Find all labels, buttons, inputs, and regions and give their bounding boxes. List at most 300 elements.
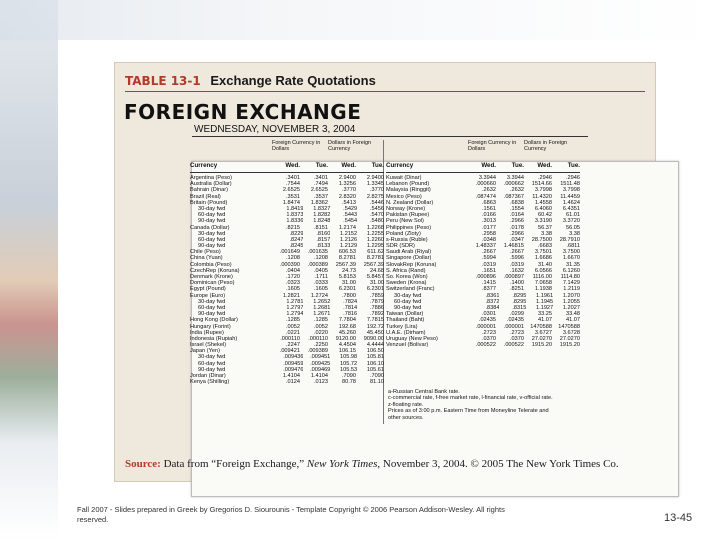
currency-name: 60-day fwd bbox=[394, 298, 422, 305]
rate-value: 106.50 bbox=[366, 348, 384, 355]
currency-name: Bahrain (Dinar) bbox=[190, 187, 228, 194]
rate-value: .001635 bbox=[307, 249, 328, 256]
currency-name: So. Korea (Won) bbox=[386, 274, 428, 280]
currency-name: Mexico (Peso) bbox=[386, 193, 422, 200]
rate-value: 2567.39 bbox=[335, 261, 356, 268]
rate-value: .8245 bbox=[289, 243, 304, 250]
rate-value: 1.2126 bbox=[340, 236, 358, 243]
rate-value: 9090.00 bbox=[363, 335, 384, 342]
rate-value: 8.2781 bbox=[338, 255, 356, 262]
rate-value: 1.8373 bbox=[286, 212, 304, 219]
rate-value: .8160 bbox=[316, 230, 331, 237]
rate-value: .8295 bbox=[512, 292, 527, 299]
rate-value: .1605 bbox=[314, 286, 328, 293]
column-group-header bbox=[190, 140, 384, 162]
rate-value: 45.260 bbox=[338, 329, 356, 336]
rate-value: .6863 bbox=[482, 199, 496, 206]
rate-value: 6.4351 bbox=[562, 205, 580, 212]
rate-value: .6683 bbox=[538, 243, 552, 250]
rate-value: .0123 bbox=[314, 379, 328, 386]
clipping-footnotes bbox=[388, 389, 586, 421]
rate-value: .0323 bbox=[286, 280, 300, 287]
currency-name: Indonesia (Rupiah) bbox=[190, 335, 238, 342]
rate-value: .009425 bbox=[310, 360, 331, 367]
rate-value: 1.4558 bbox=[534, 199, 552, 206]
source-text: Data from “Foreign Exchange,” bbox=[163, 458, 305, 470]
rate-value: .8215 bbox=[286, 224, 300, 231]
rate-value: 6.1260 bbox=[562, 267, 580, 274]
rate-value: .8133 bbox=[316, 243, 331, 250]
rate-value: 7.1429 bbox=[562, 280, 580, 287]
rate-value: 81.10 bbox=[370, 379, 384, 386]
rate-value: .7824 bbox=[343, 298, 358, 305]
rate-value: 1116.00 bbox=[532, 274, 552, 280]
rate-value: 2.8320 bbox=[338, 193, 356, 200]
rate-value: .5480 bbox=[370, 218, 384, 225]
rate-value: .1208 bbox=[314, 255, 328, 262]
header-wed: Wed. bbox=[285, 162, 300, 169]
rate-value: 28.7910 bbox=[559, 236, 580, 243]
rate-value: 1.3256 bbox=[338, 181, 356, 188]
rate-value: 1.2268 bbox=[366, 224, 384, 231]
page-number: 13-45 bbox=[664, 512, 693, 524]
currency-name: Hungary (Forint) bbox=[190, 323, 231, 330]
rate-value: .0221 bbox=[286, 329, 300, 336]
currency-name: 30-day fwd bbox=[198, 205, 226, 212]
rate-value: 3.3944 bbox=[506, 175, 524, 181]
rate-value: .5446 bbox=[370, 199, 384, 206]
rate-value: 1.6686 bbox=[534, 255, 552, 262]
rate-value: .009476 bbox=[283, 366, 304, 373]
rate-value: 5.8457 bbox=[366, 274, 384, 280]
rate-value: .009389 bbox=[307, 348, 328, 355]
rate-value: .1415 bbox=[482, 280, 496, 287]
rate-value: 33.48 bbox=[566, 311, 580, 318]
currency-name: Taiwan (Dollar) bbox=[386, 311, 424, 318]
rate-value: 9120.00 bbox=[335, 335, 356, 342]
rates-rows-right bbox=[386, 175, 580, 348]
rate-value: 2567.39 bbox=[363, 261, 384, 268]
currency-name: India (Rupee) bbox=[190, 329, 224, 336]
currency-name: China (Yuan) bbox=[190, 255, 223, 262]
group-header-foreign-in-dollars: Foreign Currency in Dollars bbox=[272, 140, 321, 152]
rate-value: .02435 bbox=[478, 317, 496, 324]
source-label: Source: bbox=[125, 458, 161, 470]
rate-value: 1.6670 bbox=[562, 255, 580, 262]
rate-value: .6811 bbox=[566, 243, 580, 250]
currency-name: 90-day fwd bbox=[198, 311, 226, 318]
source-rest: November 3, 2004. © 2005 The New York Times Co. bbox=[382, 458, 619, 470]
rate-value: 24.73 bbox=[342, 267, 356, 274]
rate-value: 31.00 bbox=[370, 280, 384, 287]
rate-value: .000522 bbox=[503, 342, 524, 349]
footnote-line: z-floating rate. bbox=[388, 401, 424, 408]
rate-value: .0177 bbox=[482, 224, 496, 231]
table-header bbox=[125, 73, 376, 88]
rate-value: .0347 bbox=[510, 236, 524, 243]
currency-name: Turkey (Lira) bbox=[386, 323, 418, 330]
rate-value: 1.2681 bbox=[313, 304, 331, 311]
currency-name: Australia (Dollar) bbox=[190, 181, 232, 188]
rate-value: 3.7501 bbox=[534, 249, 552, 256]
rate-value: 2.6525 bbox=[310, 187, 328, 194]
rate-value: 106.10 bbox=[366, 360, 384, 367]
rate-value: 1.1927 bbox=[536, 304, 554, 311]
currency-name: Denmark (Krone) bbox=[190, 274, 233, 280]
rate-value: 1.2260 bbox=[366, 236, 384, 243]
currency-name: Uruguay (New Peso) bbox=[386, 335, 438, 342]
currency-name: Pakistan (Rupee) bbox=[386, 212, 430, 219]
rate-value: 192.68 bbox=[338, 323, 356, 330]
rate-value: 1.2821 bbox=[282, 292, 300, 299]
rate-value: .000662 bbox=[503, 181, 524, 188]
currency-name: Europe (Euro) bbox=[190, 292, 226, 299]
group-header-dollars-in-foreign: Dollars in Foreign Currency bbox=[328, 140, 372, 152]
rate-value: .1711 bbox=[314, 274, 328, 280]
rate-value: 1.2055 bbox=[562, 298, 580, 305]
rate-value: 1915.20 bbox=[559, 342, 580, 349]
rate-value: 1.2781 bbox=[286, 298, 304, 305]
rate-value: 105.53 bbox=[340, 366, 358, 373]
rate-value: .5996 bbox=[510, 255, 524, 262]
rate-value: .1561 bbox=[482, 205, 496, 212]
rate-value: .3013 bbox=[482, 218, 496, 225]
currency-name: Thailand (Baht) bbox=[386, 317, 425, 324]
rate-value: .1605 bbox=[286, 286, 300, 293]
rate-value: .0301 bbox=[482, 311, 496, 318]
rate-value: 61.01 bbox=[566, 212, 580, 219]
header-tue: Tue. bbox=[567, 162, 580, 169]
rate-value: .009469 bbox=[310, 366, 331, 373]
rate-value: 1.2027 bbox=[562, 304, 580, 311]
rate-value: 1.4104 bbox=[310, 373, 328, 379]
header-tue: Tue. bbox=[315, 162, 328, 169]
rate-value: .7090 bbox=[370, 373, 384, 379]
rate-value: 28.7500 bbox=[531, 236, 552, 243]
rate-value: .0164 bbox=[510, 212, 524, 219]
rate-value: .7494 bbox=[314, 181, 328, 188]
rate-value: 1.2152 bbox=[340, 230, 358, 237]
rate-value: 3.6728 bbox=[562, 329, 580, 336]
rate-value: .2250 bbox=[314, 342, 328, 349]
rate-value: 105.61 bbox=[366, 366, 384, 373]
rate-value: 2.9400 bbox=[338, 175, 356, 181]
rate-value: 1.2070 bbox=[562, 292, 580, 299]
rate-value: 611.62 bbox=[367, 249, 384, 256]
footnote-line: a-Russian Central Bank rate. bbox=[388, 389, 460, 395]
currency-name: Canada (Dollar) bbox=[190, 224, 230, 231]
rate-value: 7.7815 bbox=[366, 317, 384, 324]
currency-name: 30-day fwd bbox=[198, 354, 226, 361]
rate-value: 33.25 bbox=[538, 311, 552, 318]
rate-value: .0220 bbox=[314, 329, 328, 336]
rate-value: .000389 bbox=[307, 261, 328, 268]
rate-value: 1514.66 bbox=[531, 181, 552, 188]
rate-value: .0052 bbox=[314, 323, 328, 330]
rate-value: 24.68 bbox=[370, 267, 384, 274]
rate-value: 1.8474 bbox=[282, 199, 300, 206]
rate-value: .1208 bbox=[286, 255, 300, 262]
currency-name: Peru (New Sol) bbox=[386, 218, 424, 225]
table-row bbox=[190, 379, 384, 385]
header-wed: Wed. bbox=[537, 162, 552, 169]
rate-value: 105.72 bbox=[340, 360, 358, 367]
rate-value: 41.07 bbox=[566, 317, 580, 324]
rate-value: .5470 bbox=[370, 212, 384, 219]
rate-value: .0405 bbox=[314, 267, 328, 274]
rate-value: .1651 bbox=[482, 267, 496, 274]
rate-value: .000110 bbox=[280, 335, 300, 342]
rate-value: 31.35 bbox=[566, 261, 580, 268]
rate-value: .2946 bbox=[538, 175, 552, 181]
rate-value: 105.98 bbox=[340, 354, 358, 361]
rate-value: .6838 bbox=[510, 199, 524, 206]
rate-value: 3.3720 bbox=[562, 218, 580, 225]
rate-value: 1.8419 bbox=[286, 205, 304, 212]
rate-value: 1.4624 bbox=[562, 199, 580, 206]
currency-name: Argentina (Peso) bbox=[190, 175, 232, 181]
rate-value: 1.2255 bbox=[366, 230, 384, 237]
currency-name: U.A.E. (Dirham) bbox=[386, 329, 426, 336]
rate-value: .5456 bbox=[370, 205, 384, 212]
rate-value: .3401 bbox=[286, 175, 300, 181]
rate-value: 1.2797 bbox=[286, 304, 304, 311]
rate-value: 1.2119 bbox=[563, 286, 580, 293]
rate-value: .7859 bbox=[370, 292, 384, 299]
rate-value: 1511.48 bbox=[560, 181, 580, 188]
rate-value: 4.4504 bbox=[338, 342, 356, 349]
rate-value: 2.6525 bbox=[282, 187, 300, 194]
rate-value: .7892 bbox=[370, 311, 384, 318]
rate-value: 1.48337 bbox=[475, 243, 496, 250]
header-tue: Tue. bbox=[371, 162, 384, 169]
rate-value: .3531 bbox=[286, 193, 300, 200]
group-header-foreign-in-dollars: Foreign Currency in Dollars bbox=[468, 140, 517, 152]
rate-value: 1.8327 bbox=[313, 205, 331, 212]
column-subheader bbox=[386, 162, 580, 173]
rate-value: .000897 bbox=[503, 274, 524, 280]
rate-value: 3.3190 bbox=[534, 218, 552, 225]
rate-value: .8251 bbox=[510, 286, 524, 293]
rate-value: .0404 bbox=[286, 267, 300, 274]
rate-value: 606.53 bbox=[338, 249, 356, 256]
rate-value: .2958 bbox=[482, 230, 496, 237]
rate-value: 1.3345 bbox=[366, 181, 384, 188]
rate-value: .1400 bbox=[510, 280, 524, 287]
rate-value: .5454 bbox=[343, 218, 358, 225]
rates-column-left bbox=[190, 140, 384, 385]
rate-value: .8361 bbox=[485, 292, 500, 299]
rate-value: 56.37 bbox=[538, 224, 552, 231]
table-row bbox=[386, 342, 580, 348]
currency-name: Sweden (Krona) bbox=[386, 280, 427, 287]
rate-value: .2723 bbox=[510, 329, 524, 336]
rate-value: 27.0270 bbox=[559, 335, 580, 342]
rate-value: .009421 bbox=[279, 348, 300, 355]
currency-name: SDR (SDR) bbox=[386, 243, 415, 250]
currency-name: Britain (Pound) bbox=[190, 199, 228, 206]
column-group-header bbox=[386, 140, 580, 162]
rate-value: .7090 bbox=[342, 373, 356, 379]
clipping-date: WEDNESDAY, NOVEMBER 3, 2004 bbox=[194, 124, 356, 135]
rate-value: .5429 bbox=[343, 205, 358, 212]
rate-value: .8157 bbox=[316, 236, 331, 243]
currency-name: Hong Kong (Dollar) bbox=[190, 317, 238, 324]
rate-value: .009436 bbox=[283, 354, 304, 361]
rate-value: 45.450 bbox=[366, 329, 384, 336]
rate-value: 1.1945 bbox=[536, 298, 554, 305]
rate-value: 56.05 bbox=[566, 224, 580, 231]
rate-value: .5413 bbox=[342, 199, 356, 206]
rate-value: .8377 bbox=[482, 286, 496, 293]
table-title: Exchange Rate Quotations bbox=[210, 73, 376, 88]
rate-value: .009459 bbox=[283, 360, 304, 367]
rate-value: 1.2794 bbox=[286, 311, 304, 318]
rate-value: 7.7804 bbox=[338, 317, 356, 324]
currency-name: 60-day fwd bbox=[198, 304, 226, 311]
rate-value: .3401 bbox=[314, 175, 328, 181]
background-photo-strip bbox=[0, 0, 58, 540]
currency-name: 60-day fwd bbox=[198, 212, 226, 219]
rate-value: .0370 bbox=[510, 335, 524, 342]
rate-value: 3.38 bbox=[569, 230, 580, 237]
currency-name: Kuwait (Dinar) bbox=[386, 175, 422, 181]
rate-value: 41.07 bbox=[538, 317, 552, 324]
rate-value: 2.8275 bbox=[366, 193, 384, 200]
rate-value: .8295 bbox=[512, 298, 527, 305]
rate-value: 4.4444 bbox=[366, 342, 384, 349]
footnote-line: other sources. bbox=[388, 414, 424, 421]
rate-value: 1.8282 bbox=[313, 212, 331, 219]
rate-value: .087367 bbox=[503, 193, 524, 200]
currency-name: Israel (Shekel) bbox=[190, 342, 227, 349]
rate-value: .8315 bbox=[512, 304, 527, 311]
rate-value: .2632 bbox=[510, 187, 524, 194]
rate-value: 105.81 bbox=[366, 354, 384, 361]
clipping-rule bbox=[192, 136, 588, 137]
rate-value: .2966 bbox=[510, 230, 524, 237]
rate-value: 1.2724 bbox=[310, 292, 328, 299]
rate-value: 80.78 bbox=[342, 379, 356, 386]
rate-value: .2632 bbox=[482, 187, 496, 194]
rates-column-right bbox=[386, 140, 580, 348]
currency-name: Lebanon (Pound) bbox=[386, 181, 430, 188]
rate-value: 6.4060 bbox=[534, 205, 552, 212]
rate-value: 60.42 bbox=[538, 212, 552, 219]
rate-value: .2946 bbox=[566, 175, 580, 181]
rate-value: .000001 bbox=[503, 323, 524, 330]
rate-value: .1285 bbox=[314, 317, 328, 324]
currency-name: 90-day fwd bbox=[394, 304, 422, 311]
rate-value: 3.7998 bbox=[534, 187, 552, 194]
rate-value: .0348 bbox=[482, 236, 496, 243]
rate-value: 1.2129 bbox=[340, 243, 358, 250]
currency-name: Jordan (Dinar) bbox=[190, 373, 226, 379]
currency-name: Poland (Zloty) bbox=[386, 230, 421, 237]
currency-name: 30-day fwd bbox=[198, 298, 226, 305]
rate-value: 3.38 bbox=[541, 230, 552, 237]
currency-name: Singapore (Dollar) bbox=[386, 255, 432, 262]
rate-value: 2.9400 bbox=[366, 175, 384, 181]
rate-value: 1.1938 bbox=[534, 286, 552, 293]
rate-value: 3.6727 bbox=[534, 329, 552, 336]
rate-value: 1.2671 bbox=[313, 311, 331, 318]
rate-value: .0370 bbox=[482, 335, 496, 342]
rate-value: 6.2301 bbox=[366, 286, 384, 293]
rate-value: .000001 bbox=[475, 323, 496, 330]
slide-footer: Fall 2007 - Slides prepared in Greek by Gregorios D. Siourounis - Template Copyright © 2006 Pearson Addison-Wesley. All rights reserved. bbox=[77, 505, 505, 524]
rate-value: .2247 bbox=[286, 342, 300, 349]
rate-value: 1.8362 bbox=[310, 199, 328, 206]
rate-value: .8384 bbox=[485, 304, 500, 311]
rate-value: .087474 bbox=[475, 193, 496, 200]
rate-value: 192.72 bbox=[366, 323, 384, 330]
rate-value: .2667 bbox=[482, 249, 496, 256]
currency-name: Norway (Krone) bbox=[386, 205, 426, 212]
currency-name: Chile (Peso) bbox=[190, 249, 221, 256]
rate-value: 106.15 bbox=[338, 348, 356, 355]
currency-name: Dominican (Peso) bbox=[190, 280, 235, 287]
rate-value: .0124 bbox=[286, 379, 300, 386]
currency-name: 90-day fwd bbox=[198, 366, 226, 373]
rate-value: .5994 bbox=[482, 255, 496, 262]
rate-value: 1.2174 bbox=[338, 224, 356, 231]
rate-value: 27.0270 bbox=[531, 335, 552, 342]
rate-value: .0319 bbox=[510, 261, 524, 268]
rate-value: 1470588 bbox=[558, 323, 580, 330]
currency-name: Japan (Yen) bbox=[190, 348, 220, 355]
rate-value: 1.2295 bbox=[366, 243, 384, 250]
rate-value: .5443 bbox=[343, 212, 358, 219]
rate-value: 6.0566 bbox=[534, 267, 552, 274]
header-currency: Currency bbox=[386, 162, 414, 169]
rate-value: .000390 bbox=[279, 261, 300, 268]
rate-value: 3.3944 bbox=[478, 175, 496, 181]
footnote-line: c-commercial rate, f-free market rate, l-financial rate, v-official rate. bbox=[388, 395, 553, 402]
rate-value: 1.1961 bbox=[536, 292, 554, 299]
rate-value: .0333 bbox=[314, 280, 328, 287]
currency-name: Egypt (Pound) bbox=[190, 286, 226, 293]
rate-value: .3770 bbox=[342, 187, 356, 194]
currency-name: s-Russia (Ruble) bbox=[386, 236, 428, 243]
header-wed: Wed. bbox=[341, 162, 356, 169]
group-header-dollars-in-foreign: Dollars in Foreign Currency bbox=[524, 140, 568, 152]
currency-name: 90-day fwd bbox=[198, 218, 226, 225]
currency-name: Saudi Arab (Riyal) bbox=[386, 249, 432, 256]
rate-value: 1.46815 bbox=[503, 243, 524, 250]
rate-value: .7814 bbox=[343, 304, 358, 311]
currency-name: Philippines (Peso) bbox=[386, 224, 432, 231]
rate-value: 31.00 bbox=[342, 280, 356, 287]
rate-value: .2667 bbox=[510, 249, 524, 256]
rate-value: .1285 bbox=[286, 317, 300, 324]
header-rule bbox=[125, 91, 645, 92]
currency-name: Malaysia (Ringgit) bbox=[386, 187, 431, 194]
rate-value: 1114.80 bbox=[560, 274, 580, 280]
currency-name: S. Africa (Rand) bbox=[386, 267, 426, 274]
rate-value: .3770 bbox=[370, 187, 384, 194]
rate-value: .0052 bbox=[286, 323, 300, 330]
currency-name: 30-day fwd bbox=[198, 230, 226, 237]
rate-value: .8247 bbox=[289, 236, 304, 243]
rate-value: .8372 bbox=[485, 298, 500, 305]
rate-value: .000110 bbox=[308, 335, 328, 342]
rate-value: 11.4459 bbox=[560, 193, 580, 200]
rate-value: 1.8336 bbox=[286, 218, 304, 225]
rate-value: .1632 bbox=[510, 267, 524, 274]
rate-value: 1.2652 bbox=[313, 298, 331, 305]
rate-value: 8.2781 bbox=[366, 255, 384, 262]
